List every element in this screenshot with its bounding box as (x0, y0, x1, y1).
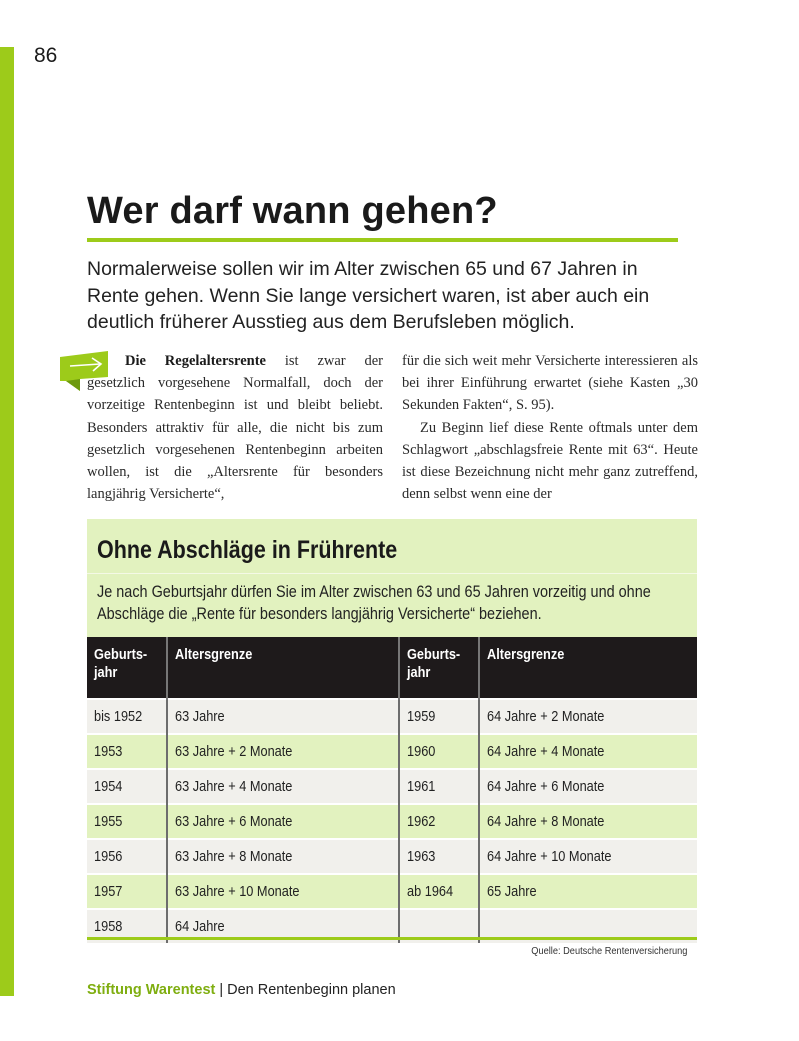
source-note: Quelle: Deutsche Rentenversicherung (530, 945, 687, 957)
table-row: 1955 63 Jahre + 6 Monate 1962 64 Jahre + 8 Monate (87, 804, 697, 839)
header-geburtsjahr: Geburts- jahr (87, 637, 167, 699)
footer-separator: | (219, 982, 224, 998)
page-footer (87, 982, 396, 998)
infobox-text: Je nach Geburtsjahr dürfen Sie im Alter zwischen 63 und 65 Jahren vorzeitig und ohne Abschläge die „Rente für besonders langjährig Versicherte“ beziehen. (97, 583, 651, 623)
header-geburtsjahr: Geburts- jahr (399, 637, 479, 699)
page-headline: Wer darf wann gehen? (87, 190, 498, 232)
table-bottom-rule (87, 937, 697, 940)
footer-brand: Stiftung Warentest (87, 982, 216, 998)
lead-paragraph: Normalerweise sollen wir im Alter zwischen 65 und 67 Jahren in Rente gehen. Wenn Sie lange versichert waren, ist aber auch ein deutlich früherer Ausstieg aus dem Berufsleben möglich. (87, 258, 650, 333)
body-column-left (87, 350, 383, 505)
table-row: bis 1952 63 Jahre 1959 64 Jahre + 2 Monate (87, 699, 697, 734)
table-row: 1957 63 Jahre + 10 Monate ab 1964 65 Jahre (87, 874, 697, 909)
body-paragraph: für die sich weit mehr Versicherte interessieren als bei ihrer Einführung erwartet (siehe Kasten „30 Sekunden Fakten“, S. 95). (402, 353, 698, 414)
page-number: 86 (34, 44, 58, 67)
table-row: 1956 63 Jahre + 8 Monate 1963 64 Jahre + 10 Monate (87, 839, 697, 874)
headline-rule (87, 238, 678, 242)
table-header-row (87, 637, 697, 699)
table-row: 1958 64 Jahre (87, 909, 697, 943)
body-paragraph: Zu Beginn lief diese Rente oftmals unter dem Schlagwort „abschlagsfreie Rente mit 63“. Heute ist diese Bezeichnung nicht mehr ganz zutreffend, denn selbst wenn eine der (402, 419, 698, 503)
infobox-divider (87, 573, 697, 574)
header-altersgrenze: Altersgrenze (167, 637, 399, 699)
side-accent-bar (0, 47, 14, 996)
retirement-age-table (87, 637, 697, 943)
body-paragraph: Die Regelaltersrente ist zwar der gesetzlich vorgesehene Normalfall, doch der vorzeitige Rentenbeginn ist und bleibt beliebt. Besonders attraktiv für alle, die nicht bis zum gesetzlich vorgesehenen Rentenbeginn arbeiten wollen, ist die „Altersrente für besonders langjährig Versicherte“, (87, 353, 383, 503)
footer-book-title: Den Rentenbeginn planen (227, 982, 396, 998)
table-row: 1953 63 Jahre + 2 Monate 1960 64 Jahre + 4 Monate (87, 734, 697, 769)
header-altersgrenze: Altersgrenze (479, 637, 697, 699)
body-column-right (402, 350, 698, 505)
table-row: 1954 63 Jahre + 4 Monate 1961 64 Jahre + 6 Monate (87, 769, 697, 804)
term-regelaltersrente: Die Regelaltersrente (125, 353, 266, 369)
infobox-title: Ohne Abschläge in Frührente (97, 536, 398, 564)
